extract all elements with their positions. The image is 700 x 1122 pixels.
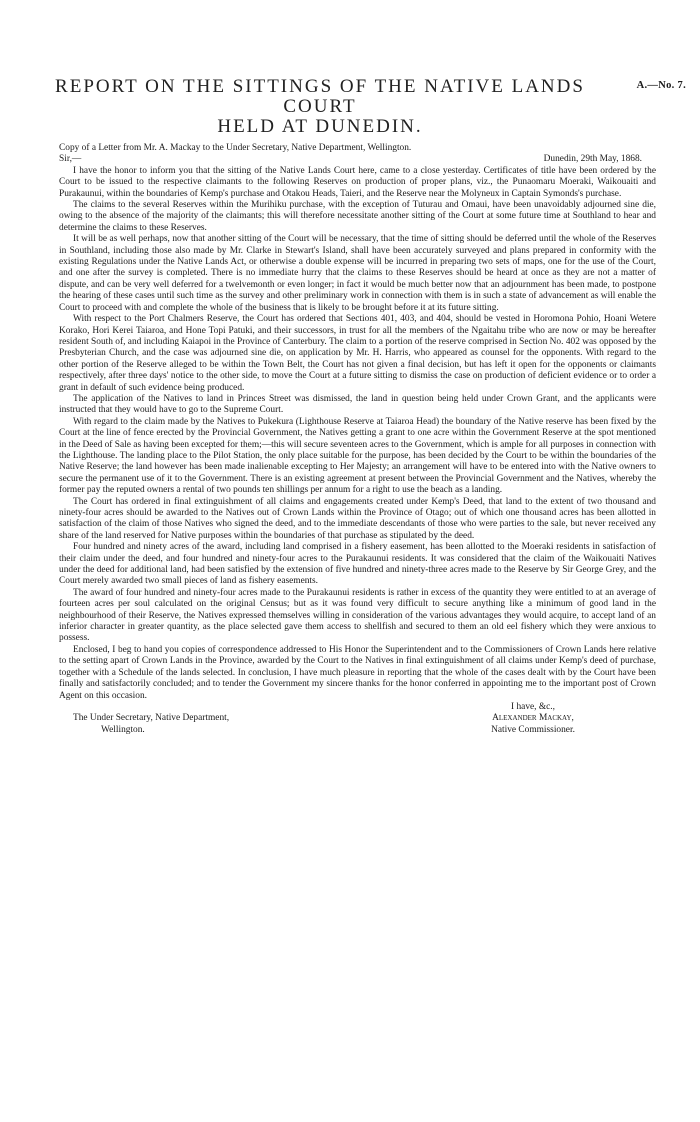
report-title-line-2: HELD AT DUNEDIN.	[217, 116, 423, 137]
paragraph: With respect to the Port Chalmers Reserve, the Court has ordered that Sections 401, 403, and 404, should be vested in Horomona Pohio, Hoani Wetere Korako, Hori Kerei Taiaroa, and Hone Topi Patuki, and their successors, in trust for all the members of the Ngaitahu tribe who are now or may be hereafter resident South of, and including Kaiapoi in the Province of Canterbury. The claim to a portion of the reserve comprised in Section No. 402 was opposed by the Presbyterian Church, and the case was adjourned sine die, on application by Mr. H. Harris, who appeared as counsel for the opponents. With regard to the other portion of the Reserve alleged to be within the Town Belt, the Court has not given a final decision, but has left it open for the opponents or claimants respectively, after three days' notice to the other side, to move the Court at a future sitting to dismiss the case on production of deficient evidence or to order a grant in default of such evidence being produced.	[59, 314, 656, 393]
addressee-line-1: The Under Secretary, Native Department,	[73, 713, 230, 724]
paragraph: The application of the Natives to land in Princes Street was dismissed, the land in question being held under Crown Grant, and the applicants were instructed that they would have to go to the Supreme Court.	[59, 393, 656, 416]
paragraph: The Court has ordered in final extinguishment of all claims and engagements created under Kemp's Deed, that land to the extent of two thousand and ninety-four acres should be awarded to the Natives out of Crown Lands within the Province of Otago; out of which one thousand acres has been allotted in satisfaction of the claim of those Natives who signed the deed, and to the immediate descendants of those who were parties to the sale, but never received any share of the land reserved for Native purposes within the boundaries of that purchase as stipulated by the deed.	[59, 496, 656, 541]
signoff-row-3	[59, 725, 656, 736]
paragraph: It will be as well perhaps, now that another sitting of the Court will be necessary, that the time of sitting should be deferred until the whole of the Reserves in Southland, including those also made by Mr. Clarke in Stewart's Island, shall have been accurately surveyed and plans prepared in conformity with the existing Regulations under the Native Lands Act, or otherwise a double expense will be incurred in preparing two sets of maps, one for the use of the Court, and one after the survey is completed. There is no immediate hurry that the claims to these Reserves should be heard at once as they are not a matter of dispute, and can be very well deferred for a twelvemonth or even longer; in fact it would be much better now that an adjournment has been made, to postpone the hearing of these cases until such time as the survey and other preliminary work in connection with them is in such a state of advancement as will enable the Court to proceed with and complete the whole of the business that is likely to be brought before it at its future sitting.	[59, 234, 656, 313]
paragraph: I have the honor to inform you that the sitting of the Native Lands Court here, came to a close yesterday. Certificates of title have been ordered by the Court to be issued to the respective claimants to the following Reserves on production of proper plans, viz., the Punaomaru Moeraki, Waikouaiti and Purakaunui, within the boundaries of Kemp's purchase and Otakou Heads, Taieri, and the Reserve near the Molyneux in Captain Symonds's purchase.	[59, 165, 656, 199]
signoff-row-1	[59, 702, 656, 713]
letter-body	[59, 143, 656, 736]
report-title	[30, 77, 610, 137]
letter-intro: Copy of a Letter from Mr. A. Mackay to the Under Secretary, Native Department, Wellington.	[59, 143, 412, 153]
paragraph: Four hundred and ninety acres of the award, including land comprised in a fishery easement, has been allotted to the Moeraki residents in satisfaction of their claim under the deed, and four hundred and ninety-four acres to the Purakaunui residents. It was considered that the claim of the Waikouaiti Natives under the deed for additional land, had been satisfied by the extension of five hundred and ninety-three acres made to the Reserve by Sir George Grey, and the Court merely awarded two small pieces of land as fishery easements.	[59, 542, 656, 587]
paragraph: The claims to the several Reserves within the Murihiku purchase, with the exception of Tuturau and Omaui, have been unavoidably adjourned sine die, owing to the absence of the majority of the claimants; this will therefore necessitate another sitting of the Court at some future time at Southland to hear and determine the claims to these Reserves.	[59, 200, 656, 233]
signature-title: Native Commissioner.	[491, 724, 575, 735]
paragraph: The award of four hundred and ninety-four acres made to the Purakaunui residents is rather in excess of the quantity they were entitled to at an average of fourteen acres per soul calculated on the original Census; but as it was found very difficult to secure anything like a minimum of good land in the neighbourhood of their Reserve, the Natives expressed themselves willing in consideration of the various advantages they would acquire, to accept land of an inferior character in greater quantity, as the place selected gave them access to shellfish and secured to them an old eel fishery which they were anxious to possess.	[59, 587, 656, 644]
signature-name: Alexander Mackay,	[492, 713, 574, 724]
signoff-row-2	[59, 713, 656, 724]
report-title-line-1: REPORT ON THE SITTINGS OF THE NATIVE LANDS COURT	[55, 76, 585, 117]
salutation-row	[59, 154, 656, 165]
closing: I have, &c.,	[511, 701, 555, 712]
salutation: Sir,—	[59, 154, 82, 165]
paragraph: With regard to the claim made by the Natives to Pukekura (Lighthouse Reserve at Taiaroa Head) the boundary of the Native reserve has been fixed by the Court at the line of fence erected by the Provincial Government, the Natives getting a grant to one acre within the Government Reserve at the spot mentioned in the Deed of Sale as having been excepted for them;—this will secure seventeen acres to the Government, which is ample for all purposes in connection with the Lighthouse. The landing place to the Pilot Station, the only place suitable for the purpose, has been decided by the Court to be within the boundaries of the Native Reserve; the land however has been made inalienable excepting to Her Majesty; an arrangement will have to be entered into with the Native owners to secure the permanent use of it to the Government. There is an existing agreement at present between the Provincial Government and the Natives, whereby the former pay the reputed owners a rental of two pounds ten shillings per annum for a right to use the beach as a landing.	[59, 416, 656, 496]
place-date: Dunedin, 29th May, 1868.	[543, 154, 642, 165]
paragraph: Enclosed, I beg to hand you copies of correspondence addressed to His Honor the Superintendent and to the Commissioners of Crown Lands here relative to the setting apart of Crown Lands in the Province, awarded by the Court to the Natives in final extinguishment of all claims under Kemp's deed of purchase, together with a Schedule of the lands selected. In conclusion, I have much pleasure in reporting that the whole of the cases dealt with by the Court have been finally and satisfactorily concluded; and to tender the Government my sincere thanks for the honor conferred in appointing me to the important post of Crown Agent on this occasion.	[59, 644, 656, 701]
document-reference: A.—No. 7.	[636, 80, 686, 91]
addressee-line-2: Wellington.	[101, 724, 145, 735]
